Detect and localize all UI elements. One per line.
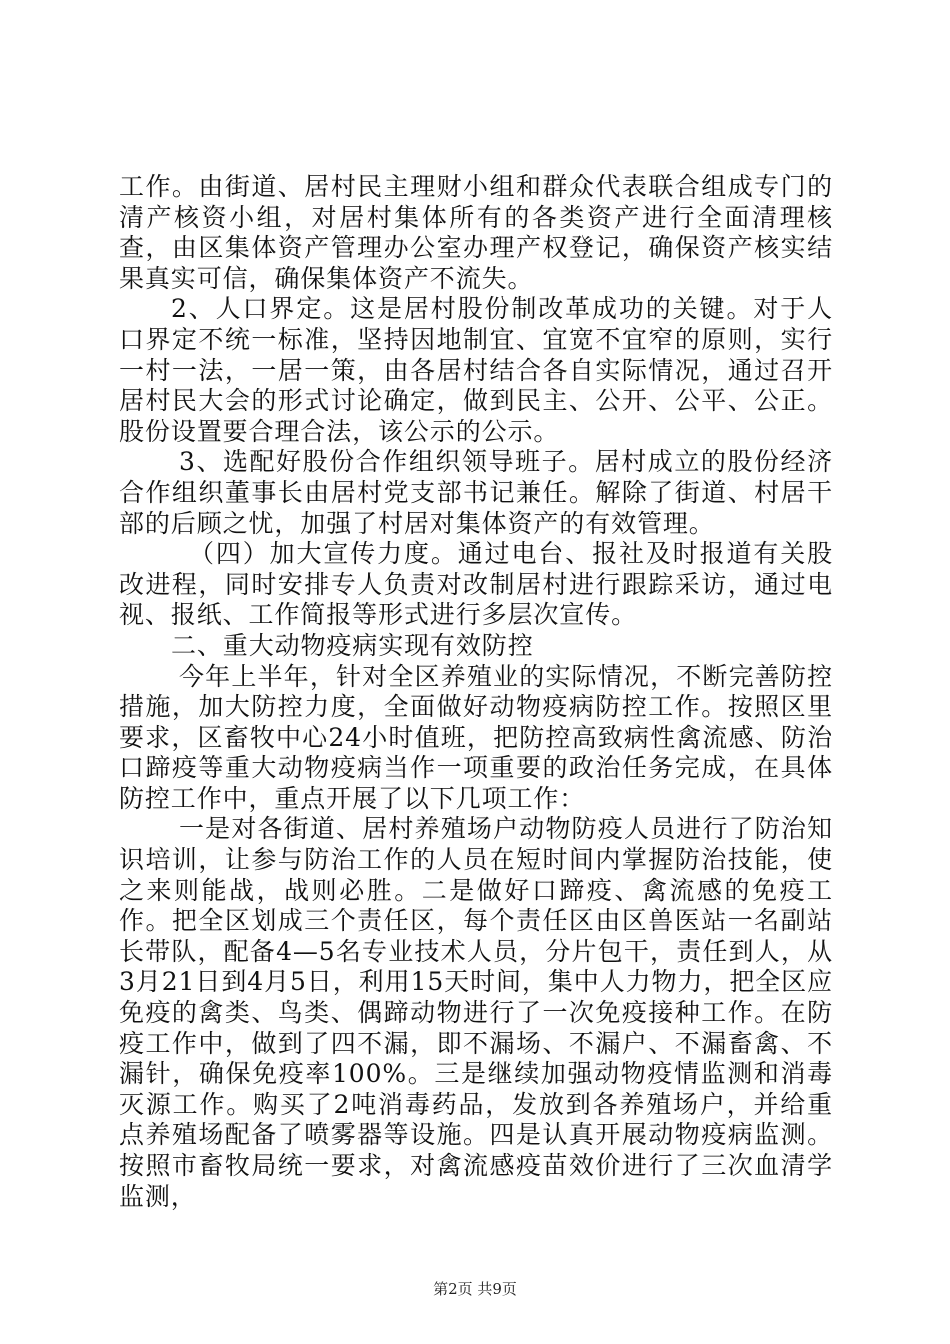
page-footer: 第2页 共9页 <box>433 1280 517 1298</box>
paragraph-continuation: 工作。由街道、居村民主理财小组和群众代表联合组成专门的清产核资小组，对居村集体所有的各类资产进行全面清理核查，由区集体资产管理办公室办理产权登记，确保资产核实结果真实可信，确保集体资产不流失。 <box>119 172 833 293</box>
section-heading-animal-disease: 二、重大动物疫病实现有效防控 <box>171 630 534 660</box>
paragraph-measures: 一是对各街道、居村养殖场户动物防疫人员进行了防治知识培训，让参与防治工作的人员在短时间内掌握防治技能，使之来则能战，战则必胜。二是做好口蹄疫、禽流感的免疫工作。把全区划成三个责任区，每个责任区由区兽医站一名副站长带队，配备4—5名专业技术人员，分片包干，责任到人，从3月21日到4月5日，利用15天时间，集中人力物力，把全区应免疫的禽类、鸟类、偶蹄动物进行了一次免疫接种工作。在防疫工作中，做到了四不漏，即不漏场、不漏户、不漏畜禽、不漏针，确保免疫率100%。三是继续加强动物疫情监测和消毒灭源工作。购买了2吨消毒药品，发放到各养殖场户，并给重点养殖场配备了喷雾器等设施。四是认真开展动物疫病监测。按照市畜牧局统一要求，对禽流感疫苗效价进行了三次血清学监测， <box>119 814 833 1211</box>
document-body <box>119 172 833 1212</box>
paragraph-first-half-year: 今年上半年，针对全区养殖业的实际情况，不断完善防控措施，加大防控力度，全面做好动物疫病防控工作。按照区里要求，区畜牧中心24小时值班，把防控高致病性禽流感、防治口蹄疫等重大动物疫病当作一项重要的政治任务完成，在具体防控工作中，重点开展了以下几项工作： <box>119 661 833 813</box>
paragraph-population-definition: 2、人口界定。这是居村股份制改革成功的关键。对于人口界定不统一标准，坚持因地制宜、宜宽不宜窄的原则，实行一村一法，一居一策，由各居村结合各自实际情况，通过召开居村民大会的形式讨论确定，做到民主、公开、公平、公正。股份设置要合理合法，该公示的公示。 <box>119 294 833 446</box>
paragraph-publicity: （四）加大宣传力度。通过电台、报社及时报道有关股改进程，同时安排专人负责对改制居村进行跟踪采访，通过电视、报纸、工作简报等形式进行多层次宣传。 <box>119 539 833 630</box>
paragraph-leadership: 3、选配好股份合作组织领导班子。居村成立的股份经济合作组织董事长由居村党支部书记兼任。解除了街道、村居干部的后顾之忧，加强了村居对集体资产的有效管理。 <box>119 447 833 538</box>
